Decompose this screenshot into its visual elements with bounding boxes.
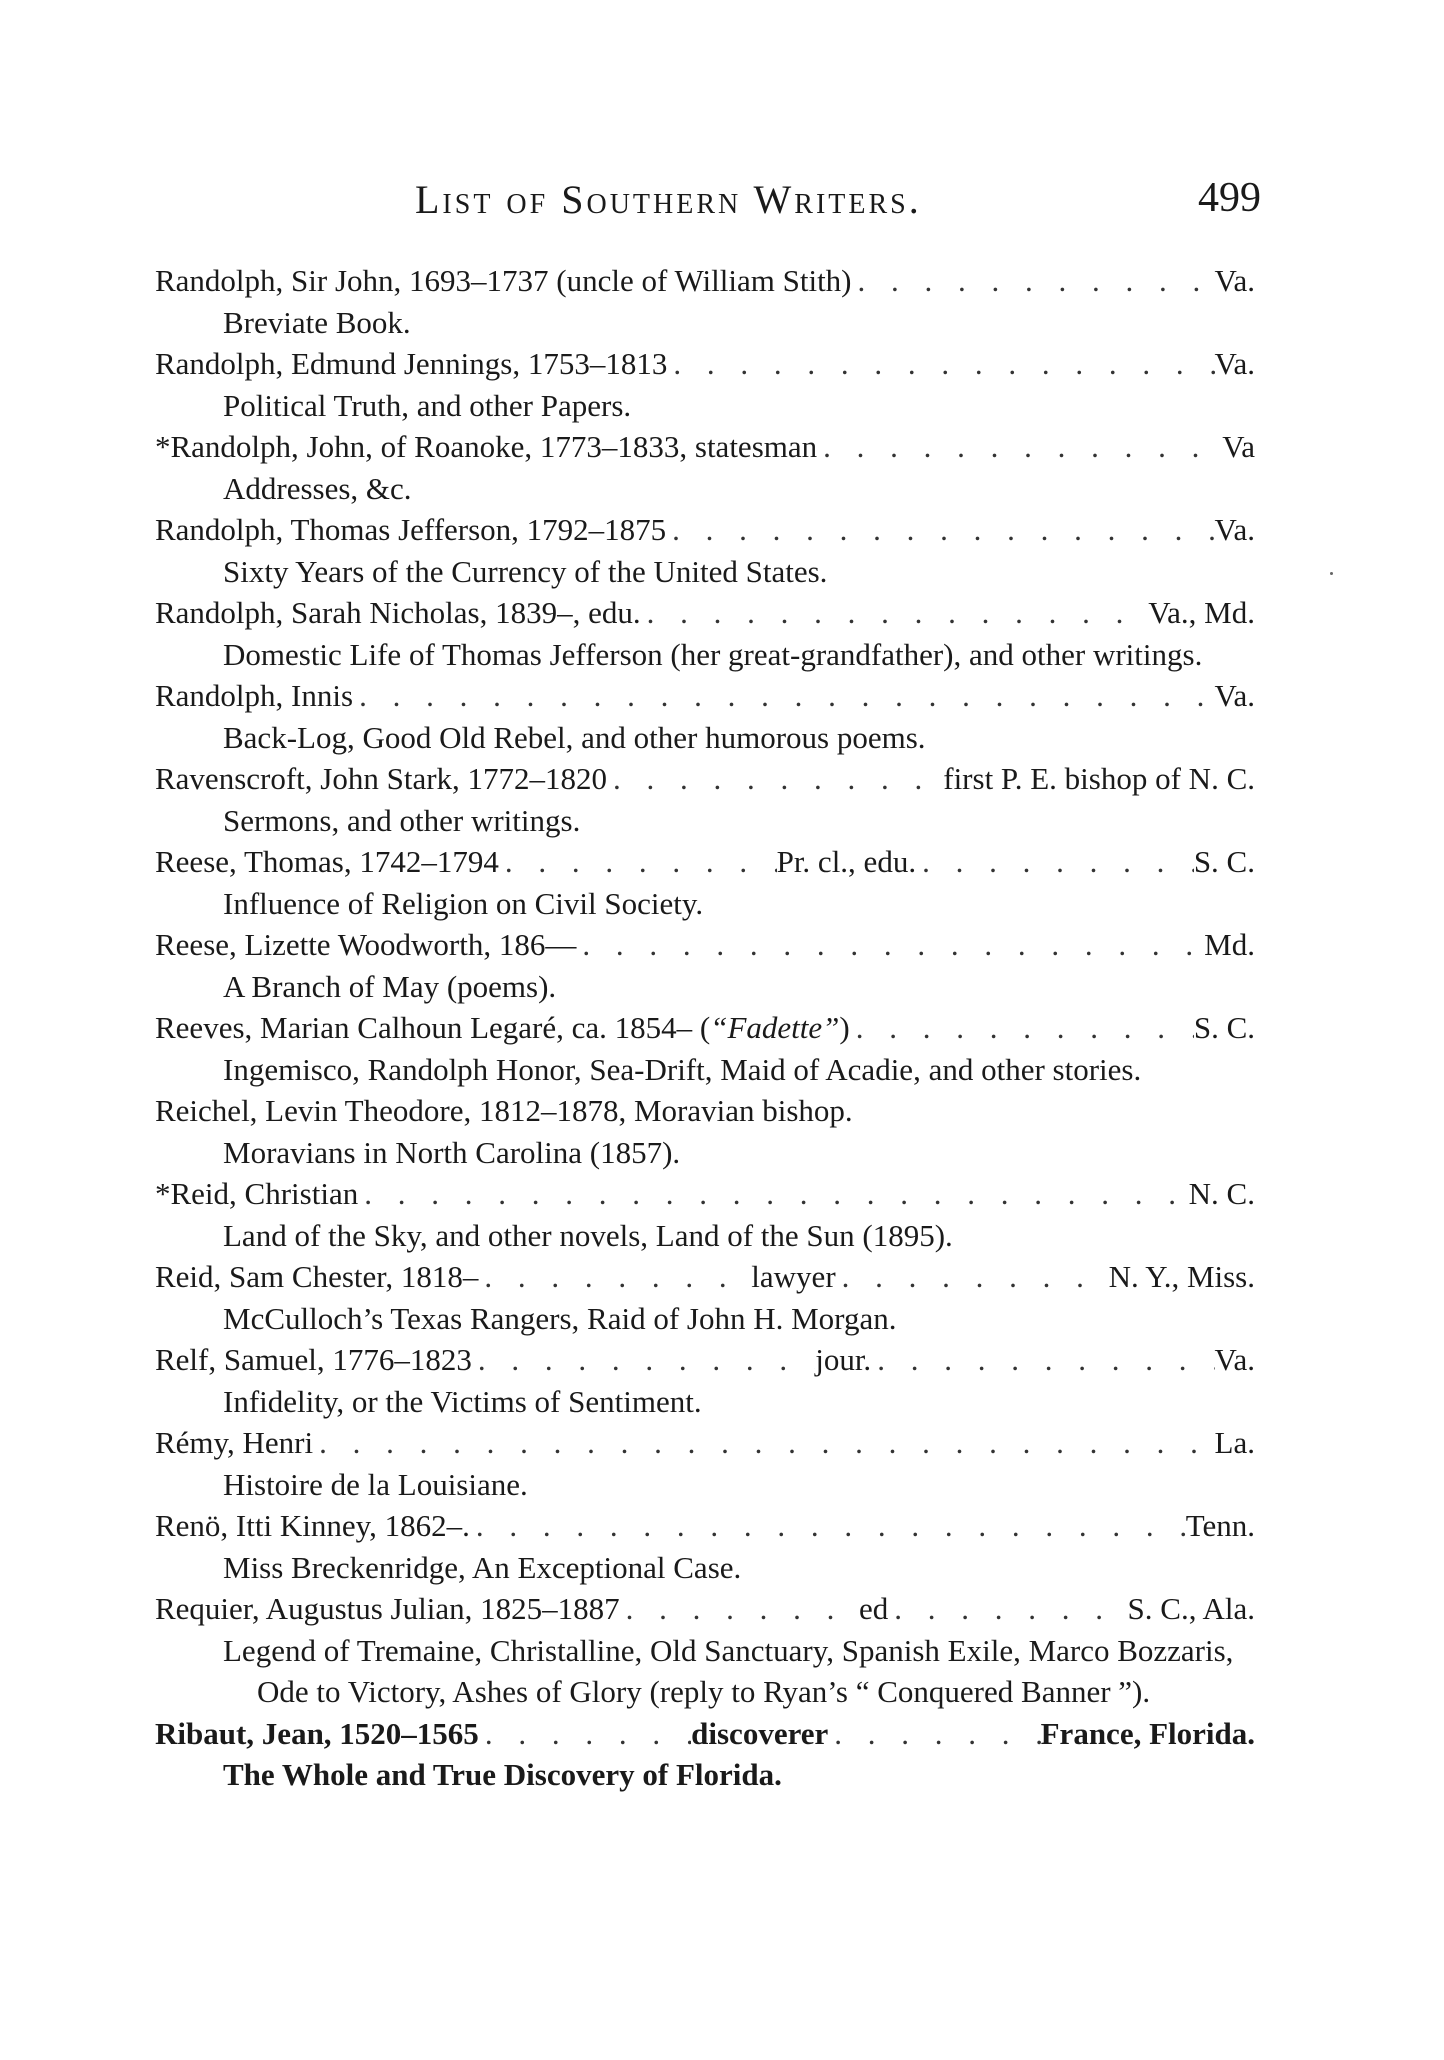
- entry-heading-line: [155, 675, 1255, 717]
- writer-state: Va.: [1214, 512, 1255, 547]
- writer-state: N. C.: [1188, 1176, 1255, 1211]
- writer-entry: [155, 1588, 1255, 1713]
- writer-works: A Branch of May (poems).: [223, 968, 557, 1004]
- dot-leader: [916, 841, 1194, 883]
- dot-leader: [470, 1505, 1186, 1547]
- writer-name: Requier, Augustus Julian, 1825–1887: [155, 1591, 620, 1626]
- writer-entry: [155, 1422, 1255, 1505]
- writer-state: Va.: [1214, 678, 1255, 713]
- writer-state: Va.: [1214, 1342, 1255, 1377]
- writer-state: Md.: [1204, 927, 1255, 962]
- dot-leader: [620, 1588, 859, 1630]
- writer-works: Sermons, and other writings.: [223, 802, 581, 838]
- dot-leader: [313, 1422, 1214, 1464]
- writer-occupation: lawyer: [751, 1259, 836, 1294]
- writer-name: Relf, Samuel, 1776–1823: [155, 1342, 472, 1377]
- entry-heading-line: [155, 1173, 1255, 1215]
- writer-name: Ribaut, Jean, 1520–1565: [155, 1715, 479, 1751]
- entry-heading-line: [155, 343, 1255, 385]
- writer-entry: [155, 1090, 1255, 1173]
- dot-leader: [499, 841, 777, 883]
- entry-heading-line: [155, 426, 1255, 468]
- entry-heading-line: [155, 1007, 1255, 1049]
- dot-leader: [817, 426, 1222, 468]
- writer-name: Randolph, Thomas Jefferson, 1792–1875: [155, 512, 667, 547]
- writer-name: Renö, Itti Kinney, 1862–.: [155, 1508, 470, 1543]
- writer-name: Reid, Sam Chester, 1818–: [155, 1259, 479, 1294]
- dot-leader: [888, 1588, 1127, 1630]
- dot-leader: [576, 924, 1204, 966]
- dot-leader: [607, 758, 943, 800]
- writer-name: *Randolph, John, of Roanoke, 1773–1833, statesman: [155, 429, 818, 464]
- dot-leader: [667, 343, 1214, 385]
- writer-works: Back-Log, Good Old Rebel, and other humorous poems.: [223, 719, 926, 755]
- writer-entry: [155, 343, 1255, 426]
- dot-leader: [871, 1339, 1214, 1381]
- writer-works: The Whole and True Discovery of Florida.: [223, 1757, 782, 1792]
- writer-name: Reese, Thomas, 1742–1794: [155, 844, 499, 879]
- print-speck: [1330, 572, 1333, 575]
- writer-name: Ravenscroft, John Stark, 1772–1820: [155, 761, 608, 796]
- page-title: List of Southern Writers.: [415, 177, 922, 222]
- writer-occupation: jour.: [815, 1342, 872, 1377]
- writer-state: Va.: [1214, 346, 1255, 381]
- running-header: [155, 175, 1261, 232]
- writer-works: Ingemisco, Randolph Honor, Sea-Drift, Maid of Acadie, and other stories.: [223, 1051, 1142, 1087]
- writer-state: Tenn.: [1185, 1508, 1255, 1543]
- writer-entry: [155, 260, 1255, 343]
- dot-leader: [836, 1256, 1109, 1298]
- writer-name: Randolph, Innis: [155, 678, 354, 713]
- writer-entry: [155, 1173, 1255, 1256]
- writer-entry: [155, 1256, 1255, 1339]
- writer-works: Land of the Sky, and other novels, Land of the Sun (1895).: [223, 1217, 953, 1253]
- writer-works: Addresses, &c.: [223, 470, 412, 506]
- writer-state: Va: [1222, 429, 1255, 464]
- writer-name: Reese, Lizette Woodworth, 186—: [155, 927, 577, 962]
- dot-leader: [828, 1713, 1040, 1755]
- writer-entry: [155, 1713, 1255, 1796]
- dot-leader: [472, 1339, 815, 1381]
- writer-name: Randolph, Sarah Nicholas, 1839–, edu.: [155, 595, 641, 630]
- writer-works: Political Truth, and other Papers.: [223, 387, 632, 423]
- pen-name: “Fadette”: [710, 1010, 840, 1045]
- dot-leader: [478, 1256, 751, 1298]
- writer-entry: [155, 1007, 1255, 1090]
- writer-name: Rémy, Henri: [155, 1425, 314, 1460]
- writer-occupation: ed: [858, 1591, 889, 1626]
- writer-entry: [155, 592, 1255, 675]
- writer-state: S. C.: [1193, 844, 1255, 879]
- writer-entry: [155, 675, 1255, 758]
- writer-name: Reichel, Levin Theodore, 1812–1878, Moravian bishop.: [155, 1093, 853, 1128]
- writer-works: Domestic Life of Thomas Jefferson (her great-grandfather), and other writings.: [223, 636, 1203, 672]
- writer-name: Randolph, Edmund Jennings, 1753–1813: [155, 346, 668, 381]
- writer-list: [155, 260, 1255, 1796]
- dot-leader: [479, 1713, 691, 1755]
- writer-works: Miss Breckenridge, An Exceptional Case.: [223, 1549, 742, 1585]
- entry-heading-line: [155, 260, 1255, 302]
- entry-heading-line: [155, 1090, 1255, 1132]
- writer-name: Randolph, Sir John, 1693–1737 (uncle of William Stith): [155, 263, 852, 298]
- writer-occupation: discoverer: [691, 1715, 829, 1751]
- writer-name: *Reid, Christian: [155, 1176, 359, 1211]
- entry-heading-line: [155, 841, 1255, 883]
- writer-state: N. Y., Miss.: [1108, 1259, 1255, 1294]
- writer-entry: [155, 509, 1255, 592]
- writer-entry: [155, 1339, 1255, 1422]
- writer-name: Reeves, Marian Calhoun Legaré, ca. 1854– (“Fadette”): [155, 1010, 850, 1045]
- entry-heading-line: [155, 1256, 1255, 1298]
- writer-entry: [155, 841, 1255, 924]
- dot-leader: [358, 1173, 1188, 1215]
- writer-works: Legend of Tremaine, Christalline, Old Sanctuary, Spanish Exile, Marco Bozzaris, Ode to Victory, Ashes of Glory (reply to Ryan’s “ Conquered Banner ”).: [223, 1632, 1234, 1709]
- dot-leader: [666, 509, 1214, 551]
- writer-state: S. C.: [1193, 1010, 1255, 1045]
- page-number: 499: [1198, 175, 1261, 221]
- entry-heading-line: [155, 1505, 1255, 1547]
- entry-heading-line: [155, 1422, 1255, 1464]
- entry-heading-line: [155, 1588, 1255, 1630]
- writer-state: S. C., Ala.: [1127, 1591, 1255, 1626]
- writer-works: Moravians in North Carolina (1857).: [223, 1134, 681, 1170]
- writer-occupation: Pr. cl., edu.: [776, 844, 917, 879]
- writer-works: Histoire de la Louisiane.: [223, 1466, 528, 1502]
- writer-state: first P. E. bishop of N. C.: [943, 761, 1255, 796]
- writer-state: Va.: [1214, 263, 1255, 298]
- writer-works: Sixty Years of the Currency of the United States.: [223, 553, 828, 589]
- writer-works: Breviate Book.: [223, 304, 411, 340]
- writer-entry: [155, 758, 1255, 841]
- writer-state: Va., Md.: [1148, 595, 1255, 630]
- dot-leader: [850, 1007, 1194, 1049]
- entry-heading-line: [155, 924, 1255, 966]
- entry-heading-line: [155, 1339, 1255, 1381]
- writer-state: La.: [1214, 1425, 1255, 1460]
- writer-entry: [155, 1505, 1255, 1588]
- entry-heading-line: [155, 509, 1255, 551]
- entry-heading-line: [155, 1713, 1255, 1755]
- writer-entry: [155, 924, 1255, 1007]
- dot-leader: [353, 675, 1214, 717]
- writer-state: France, Florida.: [1040, 1715, 1255, 1751]
- writer-works: McCulloch’s Texas Rangers, Raid of John H. Morgan.: [223, 1300, 897, 1336]
- writer-works: Infidelity, or the Victims of Sentiment.: [223, 1383, 702, 1419]
- entry-heading-line: [155, 758, 1255, 800]
- writer-entry: [155, 426, 1255, 509]
- dot-leader: [641, 592, 1149, 634]
- entry-heading-line: [155, 592, 1255, 634]
- writer-works: Influence of Religion on Civil Society.: [223, 885, 704, 921]
- dot-leader: [852, 260, 1215, 302]
- pen-name-close: ): [839, 1010, 850, 1045]
